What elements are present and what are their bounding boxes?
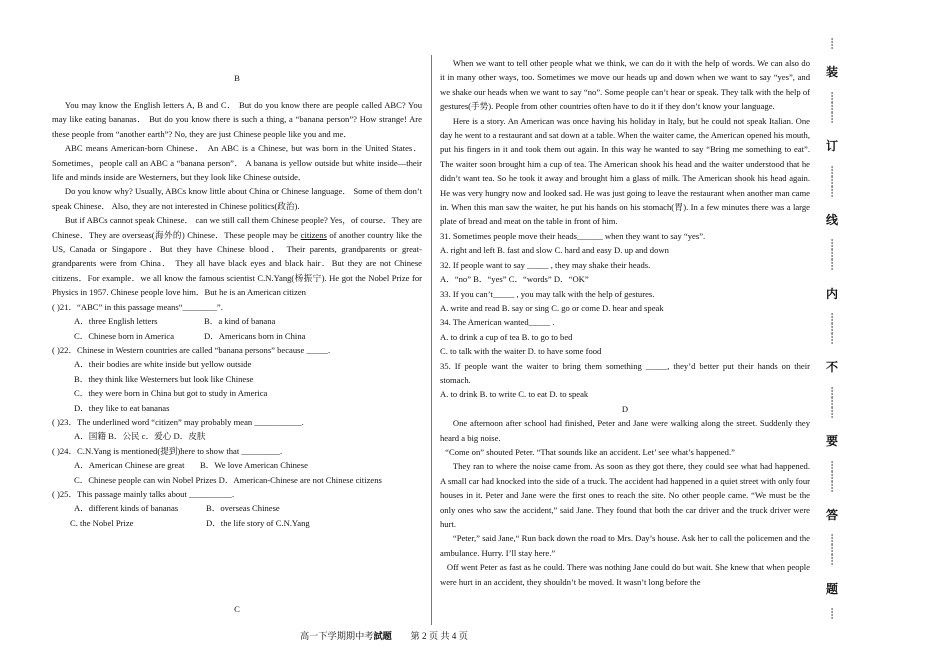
passage-c-paragraph-1: When we want to tell other people what we think, we can do it with the help of words. We can also do it in many other ways, too. Sometimes we move our heads up and down when we want to say “yes”, and we shake our heads when we want to say “no”. Some people can’t hear or speak. They talk with the help of gestures(手势). People from other countries often have to do it if they don’t know your language. [440,58,810,112]
binding-char-5: 不 [825,360,838,375]
section-d-title: D [621,403,629,414]
section-b-title: B [234,73,240,83]
passage-d-paragraph-1: One afternoon after school had finished, Peter and Jane were walking along the street. Suddenly they heard a big noise. [440,418,810,443]
binding-char-4: 内 [825,286,838,301]
binding-dash: ┊ ┊ ┊ [828,387,836,419]
question-34-options-ab: A. to drink a cup of tea B. to go to bed [440,331,573,342]
binding-dash: ┊ ┊ ┊ [828,461,836,493]
question-32: 32. If people want to say _____ , they may shake their heads. [440,259,651,270]
option-22-c: C．they were born in China but got to study in America [74,388,268,399]
option-22-a: A．their bodies are white inside but yellow outside [74,359,252,370]
p4-text-after: of another country like the US, Canada or Singapore．But they have Chinese blood． Their parents, grandparents or great-grandparents were from China． They all have black eyes and black hair．But they are not Chinese citizens．For example．we all know the famous scientist C.N.Yang(杨振宁). He got the Nobel Prize for Physics in 1957. Chinese people love him．But he is an American citizen [52,229,422,298]
option-21-d: D．Americans born in China [204,330,306,341]
option-22-d: D．they like to eat bananas [74,402,170,413]
passage-b-paragraph-4 [52,213,422,299]
question-21: ( )21．“ABC” in this passage means“________”. [52,301,223,312]
binding-line [822,40,842,620]
binding-dash: ┊ ┊ ┊ [828,535,836,567]
binding-dash: ┊ ┊ ┊ [828,166,836,198]
question-24: ( )24．C.N.Yang is mentioned(提到)here to show that _________. [52,445,283,456]
question-35: 35. If people want the waiter to bring them something _____, they’d better put their hands on their stomach. [440,360,810,385]
question-25: ( )25．This passage mainly talks about __________. [52,488,235,499]
passage-d-paragraph-2: “Come on” shouted Peter. “That sounds like an accident. Let’ see what’s happened.” [445,446,735,457]
option-25-a: A．different kinds of bananas [74,503,179,514]
page-number: 第 2 页 共 4 页 [410,631,468,641]
question-35-options: A. to drink B. to write C. to eat D. to speak [440,389,589,400]
question-21-options-cd [52,329,422,343]
binding-dash: ┊ [828,609,836,620]
question-33-options: A. write and read B. say or sing C. go or come D. hear and speak [440,302,664,313]
question-32-options: A．“no” B．“yes” C．“words” D．“OK” [440,274,589,285]
exam-title-prefix: 高一下学期期中考 [300,631,374,641]
binding-dash: ┊ ┊ ┊ [828,92,836,124]
question-23-options: A．国籍 B．公民 c．爱心 D．皮肤 [74,431,206,442]
passage-c-paragraph-2: Here is a story. An American was once having his holiday in Italy, but he could not speak Italian. One day he went to a restaurant and sat down at a table. When the waiter came, the American opened his mouth, put his fingers in it and took them out again. In this way he wanted to say “Bring me something to eat”. The waiter soon brought him a cup of tea. The American shook his head and the waiter understood that he didn’t want tea. So he took it away and brought him a glass of milk. The American shook his head again. He was very hungry now and looked sad. He was just going to leave the restaurant when another man came in. When this man saw the waiter, he put his hands on his stomach(胃). In a few minutes there was a large plate of bread and meat on the table in front of him. [440,115,810,227]
question-25-options-ab [52,501,422,515]
binding-dash: ┊ [828,39,836,50]
question-24-options-ab [52,458,422,472]
question-24-options-cd: C．Chinese people can win Nobel Prizes D．American-Chinese are not Chinese citizens [74,474,382,485]
underlined-word-citizens: citizens [300,229,327,240]
binding-dash: ┊ ┊ ┊ [828,240,836,272]
exam-title-bold: 試题 [373,631,392,641]
passage-d-paragraph-5: Off went Peter as fast as he could. There was nothing Jane could do but wait. She knew that when people were hurt in an accident, they shouldn’t be moved. It wasn’t long before the [440,562,810,587]
passage-d-paragraph-3: They ran to where the noise came from. As soon as they got there, they could see what had happened. A small car had knocked into the side of a truck. The accident had happened in a quiet street with only four houses in it. Peter and Jane were the first ones to reach the site. No other people came. “We must be the only ones who saw the accident,” said Jane. They found that both the car driver and the truck driver were hurt. [440,461,810,529]
section-c-title: C [234,604,240,614]
option-25-d: D．the life story of C.N.Yang [206,517,310,528]
option-21-b: B．a kind of banana [204,316,276,327]
question-33: 33. If you can’t_____ , you may talk with the help of gestures. [440,288,655,299]
binding-char-1: 装 [825,65,838,80]
question-31-options: A. right and left B. fast and slow C. hard and easy D. up and down [440,245,669,256]
passage-d-paragraph-4: “Peter,” said Jane,“ Run back down the road to Mrs. Day’s house. Ask her to call the policemen and the ambulance. Hurry. I’ll stay here.” [440,533,810,558]
passage-b-paragraph-2: ABC means American-born Chinese． An ABC is a Chinese, but was born in the United States． Sometimes，people call an ABC a “banana person”． A banana is yellow outside but white inside—their life and minds inside are Westerners, but they look like Chinese outside． [52,143,422,183]
option-24-a: A．American Chinese are great [74,460,185,471]
page-footer [300,628,680,642]
binding-char-3: 线 [825,212,838,227]
passage-b-paragraph-3: Do you know why? Usually, ABCs know little about China or Chinese language． Some of them don’t speak Chinese． Also, they are not interested in Chinese politics(政治). [52,186,422,211]
option-21-c: C．Chinese born in America [74,330,175,341]
binding-char-6: 要 [825,434,838,449]
binding-char-8: 题 [825,581,838,596]
passage-b-paragraph-1: You may know the English letters A, B and C． But do you know there are people called ABC? You may like eating bananas． But do you know there is such a thing, a “banana person”? How strange! Are these people from “another earth”? No, they are just Chinese people like you and me． [52,100,422,139]
column-divider [431,55,432,625]
option-21-a: A．three English letters [74,316,158,327]
option-22-b: B．they think like Westerners but look like Chinese [74,373,254,384]
question-34-options-cd: C. to talk with the waiter D. to have some food [440,346,602,357]
question-21-options-ab [52,314,422,328]
question-34: 34. The American wanted_____ . [440,317,555,328]
question-31: 31. Sometimes people move their heads______ when they want to say “yes”. [440,230,706,241]
option-24-b: B．We love American Chinese [200,460,308,471]
binding-dash: ┊ ┊ ┊ [828,314,836,345]
binding-char-2: 订 [825,139,838,154]
option-25-b: B．overseas Chinese [206,503,280,514]
binding-char-7: 答 [825,507,838,522]
question-25-options-cd [52,516,422,530]
option-25-c: C. the Nobel Prize [70,517,134,528]
p4-text-before: But if ABCs cannot speak Chinese． can we still call them Chinese people? Yes，of course．They are Chinese．They are overseas(海外的) Chinese．These people may be [52,215,422,240]
question-23: ( )23．The underlined word “citizen” may probably mean ___________. [52,416,304,427]
question-22: ( )22．Chinese in Western countries are called “banana persons” because _____. [52,344,331,355]
